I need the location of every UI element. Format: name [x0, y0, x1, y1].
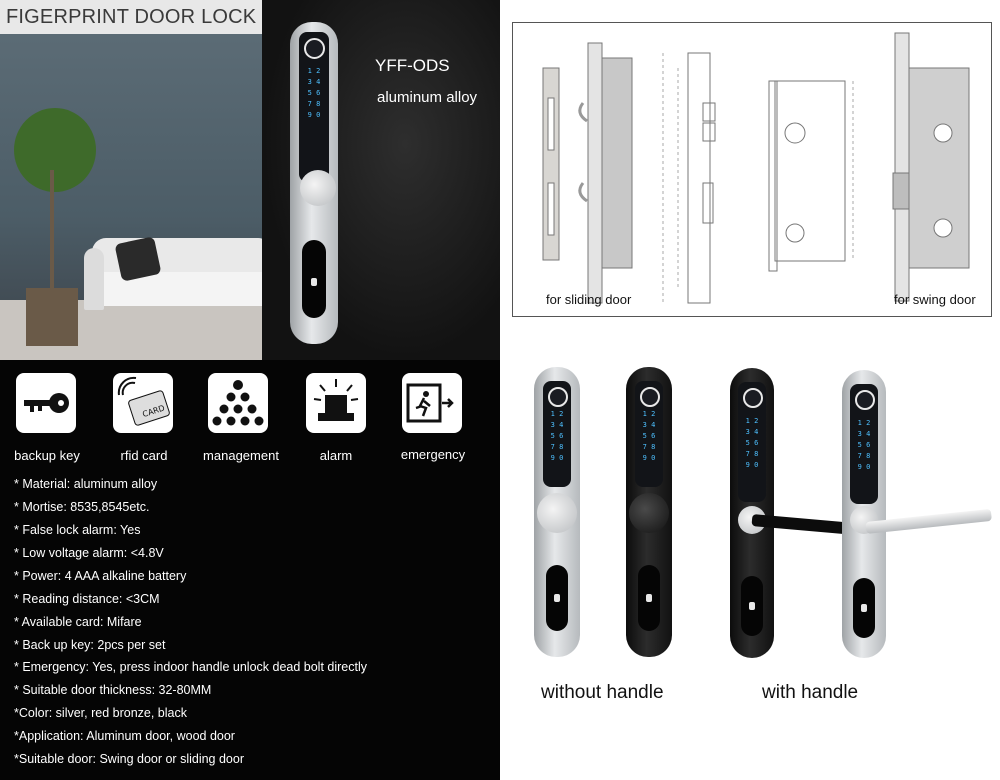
- swing-mortise-case: [909, 68, 969, 268]
- spec-line: *Color: silver, red bronze, black: [14, 706, 187, 720]
- feature-alarm: [306, 373, 366, 433]
- drawing-faceplate: [769, 81, 777, 271]
- hero-room-photo: [0, 0, 262, 360]
- faceplate-slot: [548, 183, 554, 235]
- sofa-pillow: [114, 236, 161, 281]
- thumb-knob: [629, 493, 669, 533]
- feature-label-backup-key: backup key: [14, 448, 80, 463]
- variant-keypad: [738, 382, 766, 502]
- keypad-digits: 1 2 3 4 5 6 7 8 9 0: [550, 410, 564, 462]
- sliding-mortise-case: [602, 58, 632, 268]
- key-cylinder: [302, 240, 326, 318]
- feature-label-rfid-card: rfid card: [120, 448, 168, 463]
- swing-door-caption: for swing door: [894, 292, 976, 307]
- caption-without-handle: without handle: [541, 682, 664, 703]
- feature-label-management: management: [203, 448, 279, 463]
- tech-drawing-side: [688, 53, 710, 303]
- feature-label-emergency: emergency: [400, 447, 466, 462]
- faceplate-slot: [548, 98, 554, 150]
- drawing-cylinder: [786, 224, 804, 242]
- plant-leaves: [14, 108, 96, 192]
- feature-label-alarm: alarm: [319, 448, 353, 463]
- drawing-latch: [703, 103, 715, 121]
- thumb-knob: [537, 493, 577, 533]
- feature-emergency: [402, 373, 462, 433]
- hook-bolt: [580, 183, 587, 201]
- fingerprint-sensor-icon: [548, 387, 568, 407]
- fingerprint-sensor-icon: [304, 38, 325, 59]
- caption-with-handle: with handle: [762, 682, 859, 703]
- variant-keypad: [543, 381, 571, 487]
- spec-line: * Back up key: 2pcs per set: [14, 638, 166, 652]
- drawing-latch: [703, 123, 715, 141]
- spec-line: * Emergency: Yes, press indoor handle unlock dead bolt directly: [14, 660, 367, 674]
- material-label: aluminum alloy: [377, 89, 478, 106]
- variant-keypad: [635, 381, 663, 487]
- keypad-digits: 1 2 3 4 5 6 7 8 9 0: [745, 417, 759, 469]
- spec-line: * False lock alarm: Yes: [14, 523, 141, 537]
- mortise-diagram: [512, 22, 992, 317]
- sofa-seat: [88, 272, 262, 306]
- spec-line: * Mortise: 8535,8545etc.: [14, 500, 150, 514]
- plant-trunk: [50, 170, 54, 290]
- fingerprint-sensor-icon: [743, 388, 763, 408]
- keypad-digits: 1 2 3 4 5 6 7 8 9 0: [642, 410, 656, 462]
- spec-line: * Power: 4 AAA alkaline battery: [14, 569, 187, 583]
- spec-line: * Available card: Mifare: [14, 615, 142, 629]
- banner-title: FIGERPRINT DOOR LOCK: [6, 6, 257, 28]
- spec-line: *Suitable door: Swing door or sliding door: [14, 752, 244, 766]
- model-label: YFF-ODS: [375, 56, 450, 75]
- keypad-digits: 1 2 3 4 5 6 7 8 9 0: [857, 419, 871, 471]
- drawing-bolt: [703, 183, 713, 223]
- feature-rfid-card: [113, 373, 173, 433]
- card-text: CARD: [141, 403, 166, 420]
- tech-drawing-front: [775, 81, 845, 261]
- spec-line: * Reading distance: <3CM: [14, 592, 160, 606]
- swing-mortise-plate: [895, 33, 909, 301]
- hero-keypad: [299, 32, 329, 182]
- plant-pot: [26, 288, 78, 346]
- feature-backup-key: [16, 373, 76, 433]
- sofa-arm: [84, 248, 104, 310]
- mortise-drawing: [513, 23, 991, 316]
- emergency-exit-icon: [402, 373, 462, 433]
- fingerprint-sensor-icon: [855, 390, 875, 410]
- banner: [0, 0, 262, 34]
- keyhole-icon: [646, 594, 652, 602]
- spec-line: * Suitable door thickness: 32-80MM: [14, 683, 212, 697]
- keyhole-icon: [861, 604, 867, 612]
- key-cylinder: [546, 565, 568, 631]
- feature-management: [208, 373, 268, 433]
- key-cylinder: [741, 576, 763, 636]
- keyhole-icon: [554, 594, 560, 602]
- sliding-mortise-plate: [588, 43, 602, 303]
- variant-silver-knob: [534, 367, 580, 657]
- variant-keypad: [850, 384, 878, 504]
- spec-line: * Low voltage alarm: <4.8V: [14, 546, 164, 560]
- hero-lock: [290, 22, 338, 344]
- keyhole-icon: [311, 278, 317, 286]
- fingerprint-sensor-icon: [640, 387, 660, 407]
- sliding-door-caption: for sliding door: [546, 292, 632, 307]
- keypad-digits: 1 2 3 4 5 6 7 8 9 0: [307, 67, 321, 119]
- alarm-icon: [306, 373, 366, 433]
- drawing-spindle: [785, 123, 805, 143]
- thumb-knob: [300, 170, 336, 206]
- rfid-card-icon: [113, 373, 173, 433]
- spec-line: *Application: Aluminum door, wood door: [14, 729, 235, 743]
- hook-bolt: [580, 103, 587, 121]
- swing-deadbolt: [893, 173, 909, 209]
- swing-spindle: [934, 124, 952, 142]
- key-icon: [16, 373, 76, 433]
- spec-line: * Material: aluminum alloy: [14, 477, 158, 491]
- management-icon: [208, 373, 268, 433]
- keyhole-icon: [749, 602, 755, 610]
- key-cylinder: [638, 565, 660, 631]
- variant-black-knob: [626, 367, 672, 657]
- key-cylinder: [853, 578, 875, 638]
- swing-cylinder: [934, 219, 952, 237]
